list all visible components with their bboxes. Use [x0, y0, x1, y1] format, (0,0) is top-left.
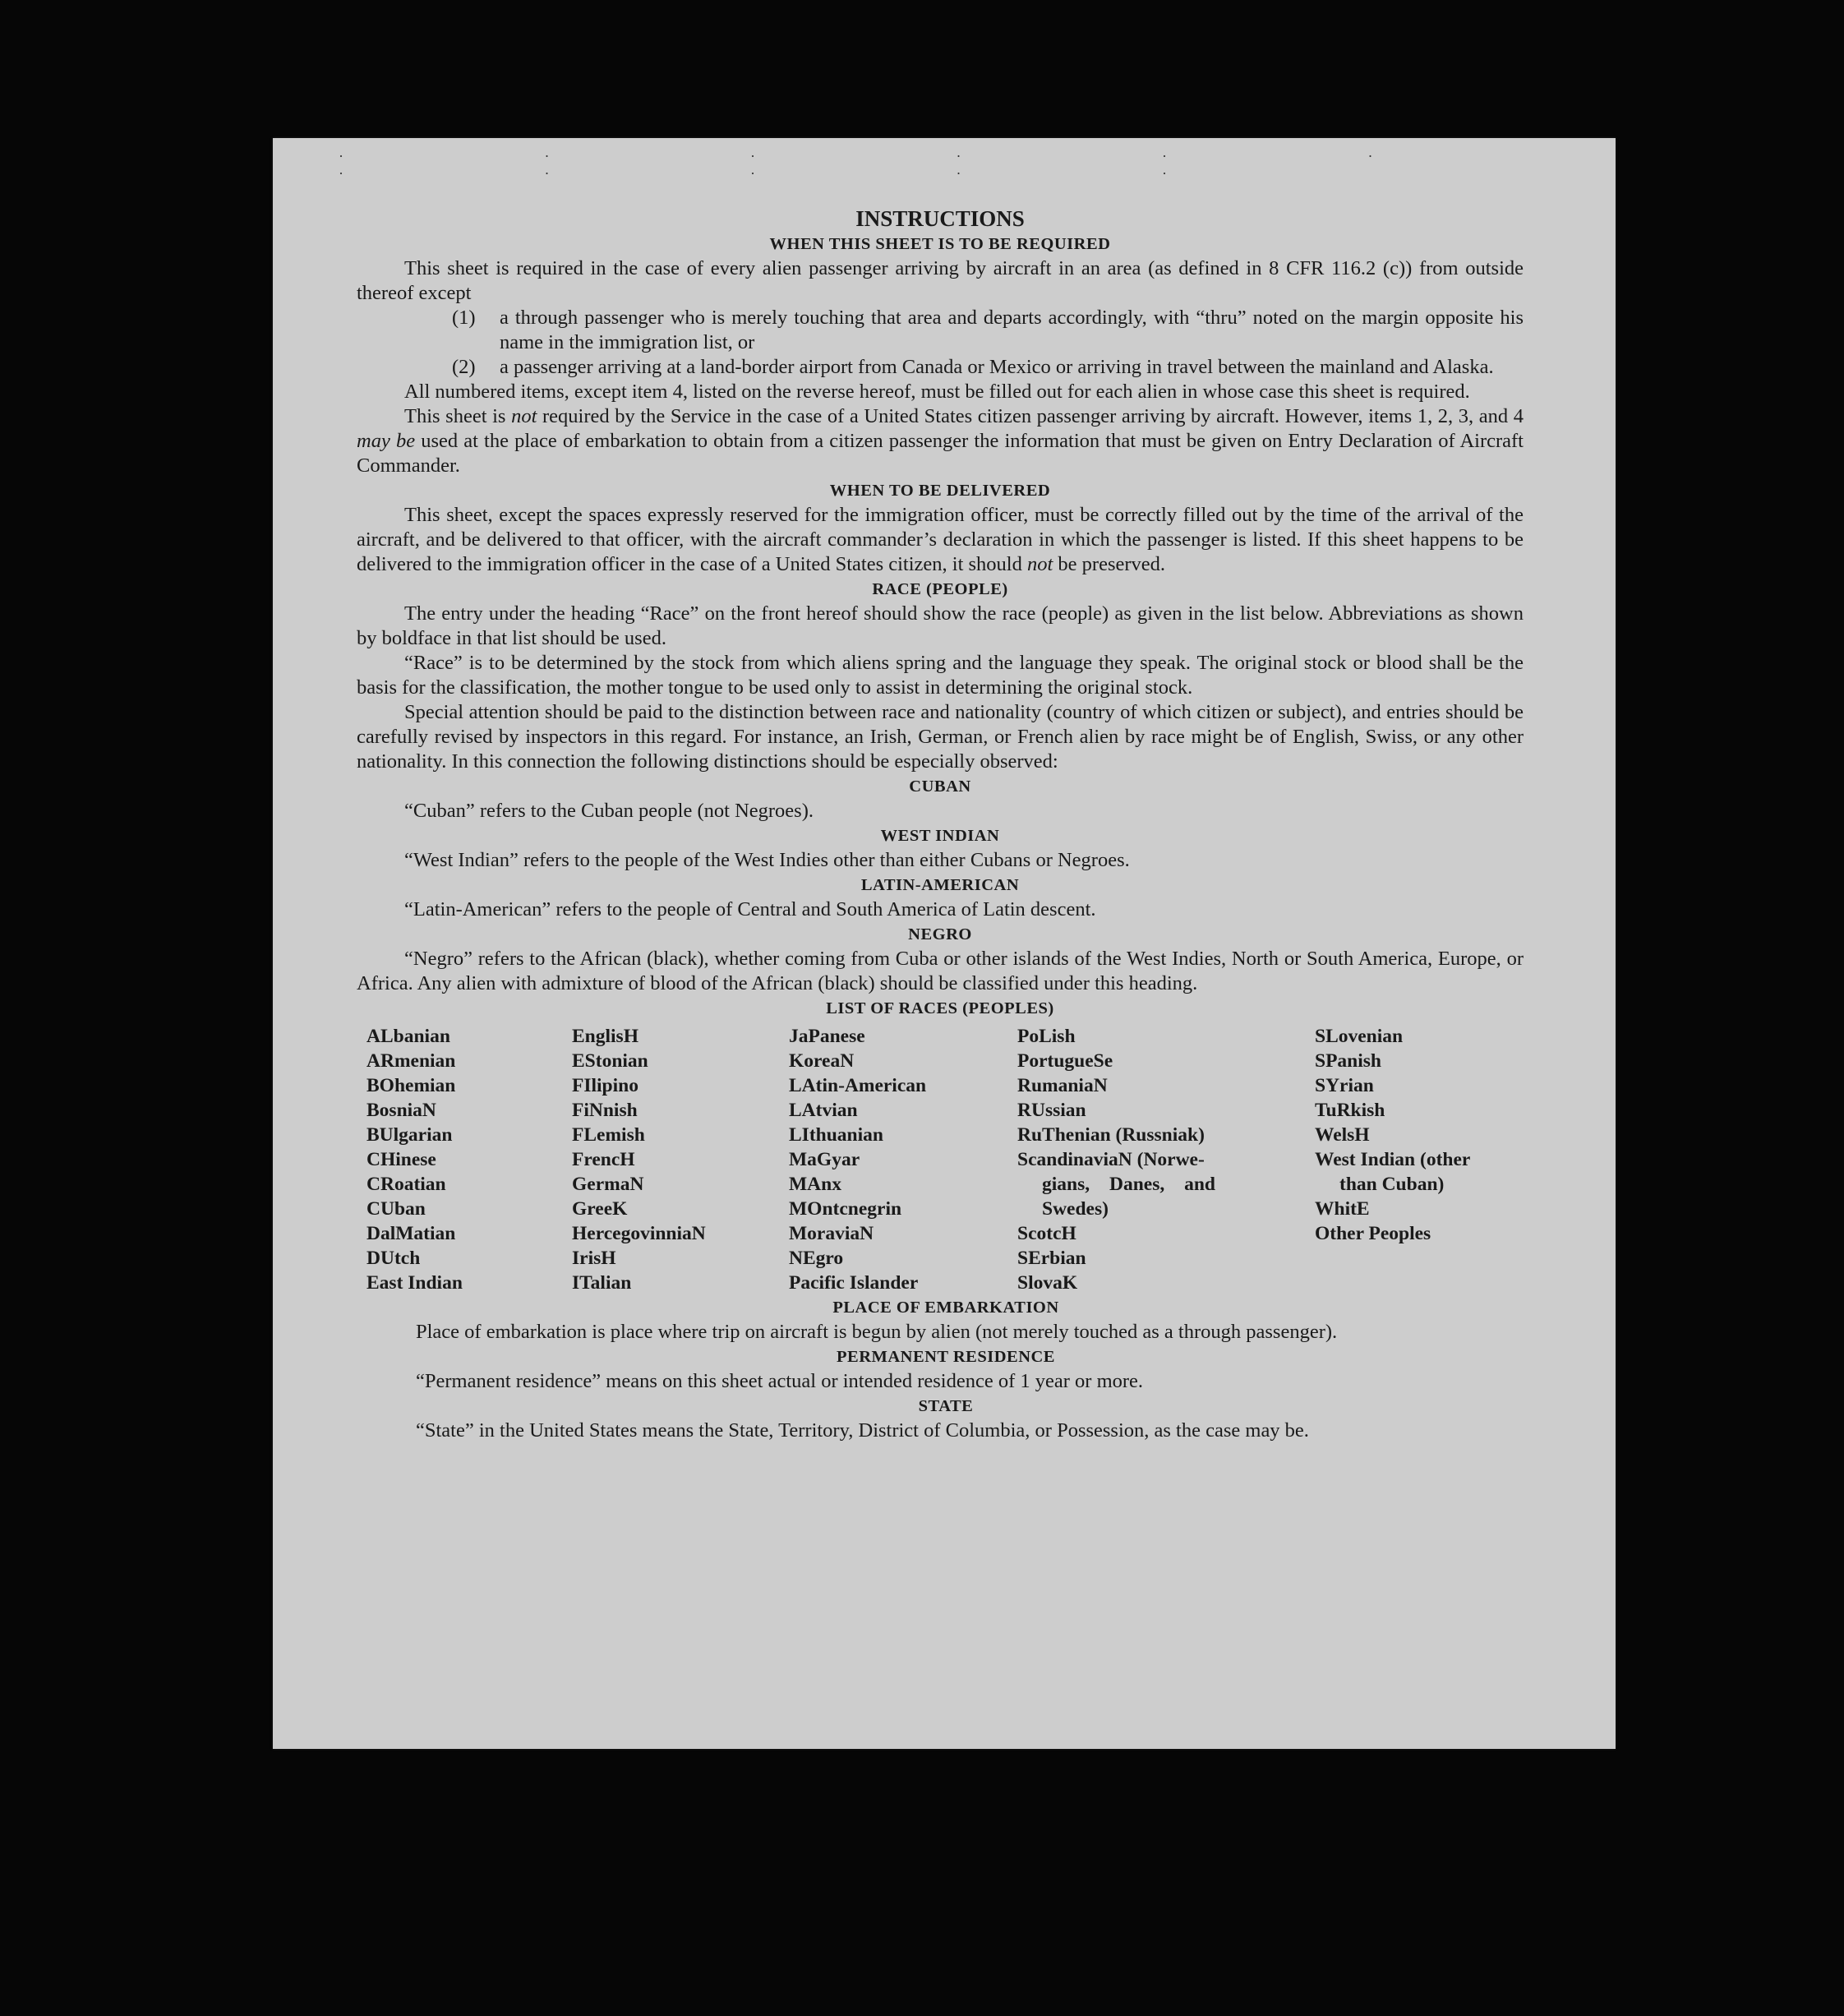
exception-item-1 — [452, 306, 1524, 355]
race-item: FiNnish — [572, 1100, 638, 1121]
heading-list-of-races: LIST OF RACES (PEOPLES) — [826, 999, 1054, 1017]
race-item: FrencH — [572, 1149, 635, 1170]
race-item: EnglisH — [572, 1026, 638, 1047]
latin-american-definition: “Latin-American” refers to the people of Central and South America of Latin descent. — [404, 898, 1096, 920]
race-item: ALbanian — [366, 1026, 450, 1047]
race-item: ScandinaviaN (Norwe- — [1017, 1149, 1205, 1170]
document-sheet — [273, 138, 1616, 1749]
race-item: ARmenian — [366, 1050, 456, 1072]
race-item: SYrian — [1315, 1075, 1374, 1096]
race-item: JaPanese — [789, 1026, 865, 1047]
race-item: SPanish — [1315, 1050, 1381, 1072]
race-item: SErbian — [1017, 1248, 1086, 1269]
race-paragraph-2: “Race” is to be determined by the stock from which aliens spring and the language they speak. The original stock or blood shall be the basis for the classification, the mother tongue to be used only to assist in determining the original stock. — [357, 652, 1524, 699]
race-item-continued: Swedes) — [1042, 1198, 1109, 1220]
race-item: PortugueSe — [1017, 1050, 1113, 1072]
race-item: DUtch — [366, 1248, 421, 1269]
heading-cuban: CUBAN — [909, 777, 971, 796]
race-item: CHinese — [366, 1149, 436, 1170]
citizen-not-emphasis: not — [511, 405, 537, 427]
race-item: GreeK — [572, 1198, 628, 1220]
race-item: MoraviaN — [789, 1223, 874, 1244]
citizen-text-c: used at the place of embarkation to obtain from a citizen passenger the information that must be given on Entry Declaration of Aircraft Commander. — [357, 430, 1524, 477]
race-item: BUlgarian — [366, 1124, 453, 1146]
citizen-maybe-emphasis: may be — [357, 430, 416, 452]
race-item: MaGyar — [789, 1149, 860, 1170]
race-item: SLovenian — [1315, 1026, 1404, 1047]
permanent-residence-definition: “Permanent residence” means on this sheet actual or intended residence of 1 year or more. — [416, 1370, 1144, 1392]
races-column-4 — [1017, 1024, 1315, 1295]
race-item: ScotcH — [1017, 1223, 1076, 1244]
race-item: KoreaN — [789, 1050, 855, 1072]
heading-race: RACE (PEOPLE) — [872, 580, 1008, 598]
race-item: CUban — [366, 1198, 426, 1220]
race-item: WhitE — [1315, 1198, 1370, 1220]
race-item: MAnx — [789, 1174, 841, 1195]
race-item: EStonian — [572, 1050, 648, 1072]
race-item: RUssian — [1017, 1100, 1086, 1121]
exception-number: (1) — [452, 307, 476, 329]
race-paragraph-1: The entry under the heading “Race” on the front hereof should show the race (people) as given in the list below. Abbreviations as shown by boldface in that list should be used. — [357, 602, 1524, 649]
races-column-1 — [366, 1024, 572, 1295]
race-item: FLemish — [572, 1124, 645, 1146]
heading-west-indian: WEST INDIAN — [880, 827, 1000, 845]
race-item-continued: gians, Danes, and — [1042, 1174, 1215, 1195]
heading-required: WHEN THIS SHEET IS TO BE REQUIRED — [769, 235, 1111, 253]
race-item: BOhemian — [366, 1075, 456, 1096]
heading-delivered: WHEN TO BE DELIVERED — [829, 482, 1051, 500]
numbered-items-paragraph: All numbered items, except item 4, listed on the reverse hereof, must be filled out for each alien in whose case this sheet is required. — [404, 381, 1470, 403]
races-column-5 — [1315, 1024, 1533, 1295]
after-races-section — [368, 1295, 1524, 1443]
race-item: LAtvian — [789, 1100, 858, 1121]
exception-text: a through passenger who is merely touching that area and departs accordingly, with “thru” noted on the margin opposite his name in the immigration list, or — [500, 307, 1524, 353]
exception-text: a passenger arriving at a land-border airport from Canada or Mexico or arriving in travel between the mainland and Alaska. — [500, 356, 1494, 378]
negro-definition: “Negro” refers to the African (black), whether coming from Cuba or other islands of the West Indies, North or South America, Europe, or Africa. Any alien with admixture of blood of the African (black) should be classified under this heading. — [357, 948, 1524, 994]
race-item: East Indian — [366, 1272, 463, 1294]
race-item: SlovaK — [1017, 1272, 1078, 1294]
page-title: INSTRUCTIONS — [855, 206, 1025, 231]
race-item: ITalian — [572, 1272, 632, 1294]
races-column-3 — [789, 1024, 1017, 1295]
heading-latin-american: LATIN-AMERICAN — [860, 876, 1020, 894]
race-item: West Indian (other — [1315, 1149, 1471, 1170]
race-item: Pacific Islander — [789, 1272, 919, 1294]
race-item: TuRkish — [1315, 1100, 1385, 1121]
race-item: LIthuanian — [789, 1124, 883, 1146]
embarkation-definition: Place of embarkation is place where trip on aircraft is begun by alien (not merely touched as a through passenger). — [416, 1321, 1338, 1343]
citizen-text-a: This sheet is — [404, 405, 512, 427]
race-paragraph-3: Special attention should be paid to the distinction between race and nationality (country of which citizen or subject), and entries should be carefully revised by inspectors in this regard. For instance, an Irish, German, or French alien by race might be of English, Swiss, or any other nationality. In this connection the following distinctions should be especially observed: — [357, 701, 1524, 773]
race-item-continued: than Cuban) — [1339, 1174, 1445, 1195]
instructions-content — [357, 205, 1524, 1443]
race-item: CRoatian — [366, 1174, 446, 1195]
race-item: RumaniaN — [1017, 1075, 1108, 1096]
heading-embarkation: PLACE OF EMBARKATION — [832, 1299, 1059, 1317]
citizen-paragraph — [357, 404, 1524, 478]
race-item: NEgro — [789, 1248, 844, 1269]
race-item: PoLish — [1017, 1026, 1076, 1047]
race-item: DalMatian — [366, 1223, 456, 1244]
state-definition: “State” in the United States means the State, Territory, District of Columbia, or Possession, as the case may be. — [416, 1419, 1309, 1442]
race-item: IrisH — [572, 1248, 616, 1269]
races-column-2 — [572, 1024, 789, 1295]
race-item: RuThenian (Russniak) — [1017, 1124, 1205, 1146]
heading-negro: NEGRO — [908, 925, 972, 943]
races-list — [366, 1024, 1524, 1295]
cuban-definition: “Cuban” refers to the Cuban people (not Negroes). — [404, 800, 814, 822]
race-item: MOntcnegrin — [789, 1198, 902, 1220]
heading-permanent-residence: PERMANENT RESIDENCE — [837, 1348, 1055, 1366]
west-indian-definition: “West Indian” refers to the people of the West Indies other than either Cubans or Negroes. — [404, 849, 1130, 871]
delivered-paragraph — [357, 503, 1524, 577]
race-item: WelsH — [1315, 1124, 1370, 1146]
race-item: LAtin-American — [789, 1075, 927, 1096]
race-item: FIlipino — [572, 1075, 638, 1096]
citizen-text-b: required by the Service in the case of a United States citizen passenger arriving by aircraft. However, items 1, 2, 3, and 4 — [537, 405, 1524, 427]
exception-number: (2) — [452, 356, 476, 378]
race-item: HercegovinniaN — [572, 1223, 706, 1244]
delivered-not-emphasis: not — [1026, 553, 1053, 575]
race-item: Other Peoples — [1315, 1223, 1431, 1244]
delivered-text-b: be preserved. — [1053, 553, 1166, 575]
heading-state: STATE — [918, 1397, 974, 1415]
required-intro: This sheet is required in the case of every alien passenger arriving by aircraft in an area (as defined in 8 CFR 116.2 (c)) from outside thereof except — [357, 257, 1524, 304]
race-item: BosniaN — [366, 1100, 436, 1121]
race-item: GermaN — [572, 1174, 644, 1195]
delivered-text-a: This sheet, except the spaces expressly reserved for the immigration officer, must be correctly filled out by the time of the arrival of the aircraft, and be delivered to that officer, with the aircraft commander’s declaration in which the passenger is listed. If this sheet happens to be delivered to the immigration officer in the case of a United States citizen, it should — [357, 504, 1524, 575]
exception-item-2 — [452, 355, 1524, 380]
punch-marks: · · · · · · · · · · · — [339, 148, 1472, 182]
